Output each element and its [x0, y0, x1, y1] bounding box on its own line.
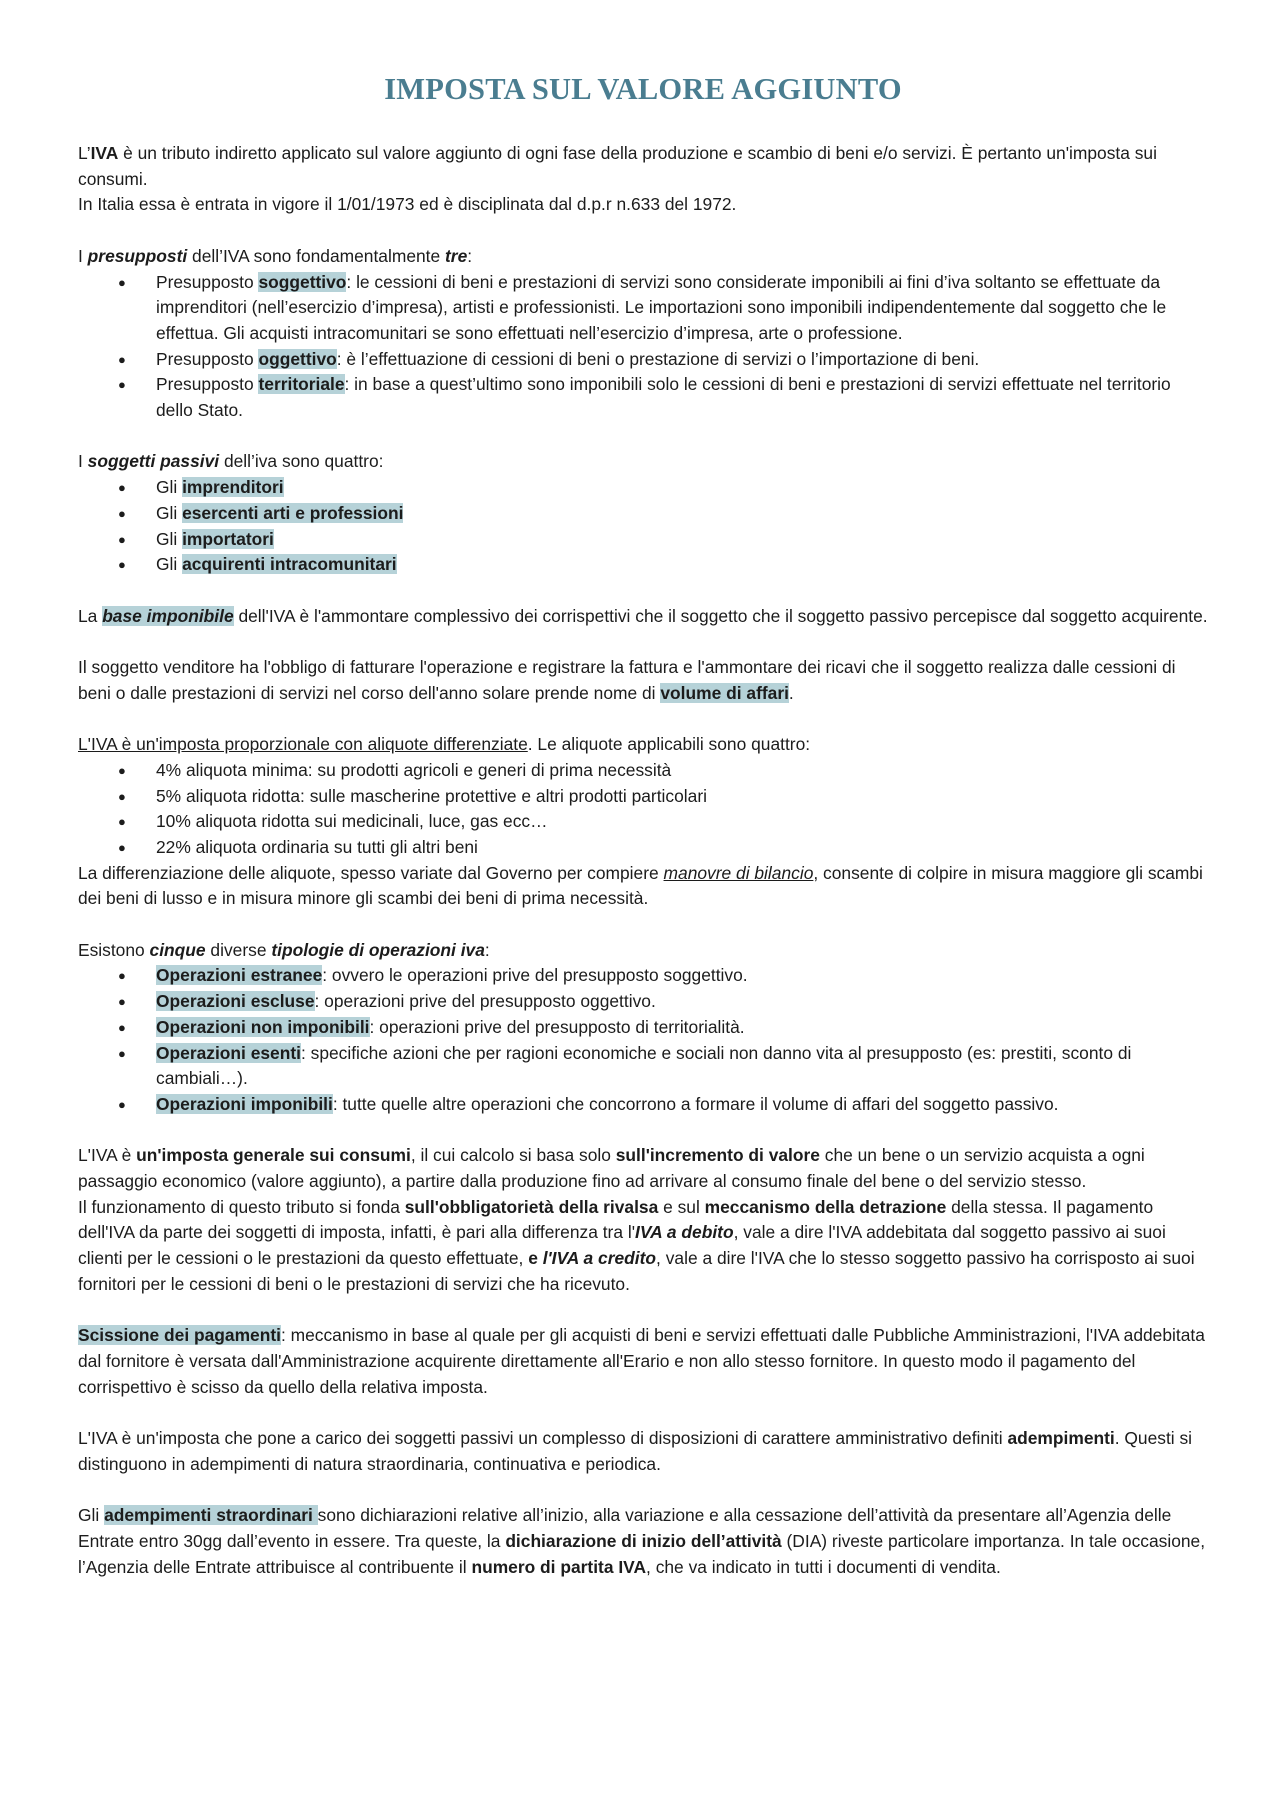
- list-item: ● 22% aliquota ordinaria su tutti gli altri beni: [78, 835, 1208, 861]
- highlight-term: volume di affari: [660, 682, 789, 703]
- aliquote-heading: L'IVA è un'imposta proporzionale con aliquote differenziate. Le aliquote applicabili sono quattro:: [78, 734, 811, 755]
- term-presupposti: presupposti: [87, 245, 188, 266]
- base-imponibile-paragraph: La base imponibile dell'IVA è l'ammontare complessivo dei corrispettivi che il soggetto che il soggetto passivo percepisce dal soggetto acquirente.: [78, 605, 1208, 626]
- list-item: ● 10% aliquota ridotta sui medicinali, luce, gas ecc…: [78, 809, 1208, 835]
- text: è un tributo indiretto applicato sul valore aggiunto di ogni fase della produzione e scambio di beni e/o servizi. È pertanto un'imposta sui consumi.: [78, 143, 1157, 189]
- list-item: ● 5% aliquota ridotta: sulle mascherine protettive e altri prodotti particolari: [78, 784, 1208, 810]
- highlight-term: importatori: [182, 528, 274, 549]
- aliquote-paragraph: La differenziazione delle aliquote, spesso variate dal Governo per compiere manovre di bilancio, consente di colpire in misura maggiore gli scambi dei beni di lusso e in misura minore gli scambi dei beni di prima necessità.: [78, 862, 1203, 909]
- highlight-term: Scissione dei pagamenti: [78, 1325, 281, 1346]
- soggetti-heading: I soggetti passivi dell’iva sono quattro:: [78, 451, 384, 472]
- list-item: ● Operazioni estranee: ovvero le operazioni prive del presupposto soggettivo.: [78, 963, 1208, 989]
- list-item: ● Operazioni esenti: specifiche azioni che per ragioni economiche e sociali non danno vita al presupposto (es: prestiti, sconto di cambiali…).: [78, 1041, 1208, 1092]
- list-item: ● Presupposto oggettivo: è l’effettuazione di cessioni di beni o prestazione di servizi o l’importazione di beni.: [78, 347, 1208, 373]
- list-item: ● Presupposto territoriale: in base a quest’ultimo sono imponibili solo le cessioni di beni e prestazioni di servizi effettuate nel territorio dello Stato.: [78, 372, 1208, 423]
- list-item: ● Gli esercenti arti e professioni: [78, 501, 1208, 527]
- presupposti-heading: I presupposti dell’IVA sono fondamentalmente tre:: [78, 245, 473, 266]
- imposta-generale-paragraph: L'IVA è un'imposta generale sui consumi, il cui calcolo si basa solo sull'incremento di valore che un bene o un servizio acquista a ogni passaggio economico (valore aggiunto), a partire dalla produzione fino ad arrivare al consumo finale del bene o del servizio stesso. Il funzionamento di questo tributo si fonda sull'obbligatorietà della rivalsa e sul meccanismo della detrazione della stessa. Il pagamento dell'IVA da parte dei soggetti di imposta, infatti, è pari alla differenza tra l'IVA a debito, vale a dire l'IVA addebitata dal soggetto passivo ai suoi clienti per le cessioni o le prestazioni da questo effettuate, e l'IVA a credito, vale a dire l'IVA che lo stesso soggetto passivo ha corrisposto ai suoi fornitori per le cessioni di beni o le prestazioni di servizi che ha ricevuto.: [78, 1145, 1195, 1294]
- underlined-italic-text: manovre di bilancio: [663, 862, 814, 883]
- highlight-term: soggettivo: [258, 271, 347, 292]
- soggetti-list: [78, 475, 1208, 578]
- aliquote-list: [78, 758, 1208, 861]
- adempimenti-straordinari-paragraph: Gli adempimenti straordinari sono dichiarazioni relative all’inizio, alla variazione e alla cessazione dell’attività da presentare all’Agenzia delle Entrate entro 30gg dall’evento in essere. Tra queste, la dichiarazione di inizio dell’attività (DIA) riveste particolare importanza. In tale occasione, l’Agenzia delle Entrate attribuisce al contribuente il numero di partita IVA, che va indicato in tutti i documenti di vendita.: [78, 1505, 1206, 1577]
- highlight-term: Operazioni imponibili: [156, 1093, 333, 1114]
- term-tipologie: tipologie di operazioni iva: [271, 939, 485, 960]
- term-cinque: cinque: [149, 939, 206, 960]
- list-item: ● 4% aliquota minima: su prodotti agricoli e generi di prima necessità: [78, 758, 1208, 784]
- highlight-term: Operazioni esenti: [156, 1042, 301, 1063]
- intro-paragraph: [78, 141, 1208, 218]
- underlined-text: L'IVA è un'imposta proporzionale con aliquote differenziate: [78, 734, 528, 755]
- document-page: [78, 72, 1208, 1580]
- presupposti-list: [78, 270, 1208, 424]
- highlight-term: Operazioni estranee: [156, 965, 323, 986]
- list-item: ● Gli acquirenti intracomunitari: [78, 552, 1208, 578]
- highlight-term: imprenditori: [182, 477, 284, 498]
- highlight-term: base imponibile: [102, 605, 234, 626]
- list-item: ● Gli importatori: [78, 527, 1208, 553]
- volume-affari-paragraph: Il soggetto venditore ha l'obbligo di fatturare l'operazione e registrare la fattura e l'ammontare dei ricavi che il soggetto realizza dalle cessioni di beni o dalle prestazioni di servizi nel corso dell'anno solare prende nome di volume di affari.: [78, 657, 1176, 703]
- operazioni-heading: Esistono cinque diverse tipologie di operazioni iva:: [78, 939, 490, 960]
- term-soggetti-passivi: soggetti passivi: [87, 451, 220, 472]
- list-item: ● Presupposto soggettivo: le cessioni di beni e prestazioni di servizi sono considerate imponibili ai fini d’iva soltanto se effettuate da imprenditori (nell’esercizio d’impresa), artisti e professionisti. Le importazioni sono imponibili indipendentemente dal soggetto che le effettua. Gli acquisti intracomunitari se sono effettuati nell’esercizio d’impresa, arte o professione.: [78, 270, 1208, 347]
- term-tre: tre: [445, 245, 468, 266]
- highlight-term: territoriale: [258, 374, 345, 395]
- list-item: ● Operazioni escluse: operazioni prive del presupposto oggettivo.: [78, 989, 1208, 1015]
- highlight-term: Operazioni non imponibili: [156, 1016, 370, 1037]
- text: L’: [78, 143, 91, 163]
- list-item: ● Operazioni non imponibili: operazioni prive del presupposto di territorialità.: [78, 1015, 1208, 1041]
- operazioni-list: [78, 963, 1208, 1117]
- list-item: ● Gli imprenditori: [78, 475, 1208, 501]
- list-item: ● Operazioni imponibili: tutte quelle altre operazioni che concorrono a formare il volume di affari del soggetto passivo.: [78, 1092, 1208, 1118]
- term-iva: IVA: [90, 143, 119, 163]
- highlight-term: adempimenti straordinari: [104, 1505, 318, 1526]
- adempimenti-paragraph: L'IVA è un'imposta che pone a carico dei soggetti passivi un complesso di disposizioni di carattere amministrativo definiti adempimenti. Questi si distinguono in adempimenti di natura straordinaria, continuativa e periodica.: [78, 1428, 1193, 1474]
- scissione-paragraph: Scissione dei pagamenti: meccanismo in base al quale per gli acquisti di beni e servizi effettuati dalle Pubbliche Amministrazioni, l'IVA addebitata dal fornitore è versata dall'Amministrazione acquirente direttamente all'Erario e non allo stesso fornitore. In questo modo il pagamento del corrispettivo è scisso da quello della relativa imposta.: [78, 1325, 1205, 1397]
- highlight-term: Operazioni escluse: [156, 991, 315, 1012]
- text: In Italia essa è entrata in vigore il 1/01/1973 ed è disciplinata dal d.p.r n.633 del 1972.: [78, 194, 737, 215]
- highlight-term: acquirenti intracomunitari: [182, 554, 397, 575]
- highlight-term: esercenti arti e professioni: [182, 502, 404, 523]
- document-title: IMPOSTA SUL VALORE AGGIUNTO: [384, 72, 902, 106]
- highlight-term: oggettivo: [258, 348, 337, 369]
